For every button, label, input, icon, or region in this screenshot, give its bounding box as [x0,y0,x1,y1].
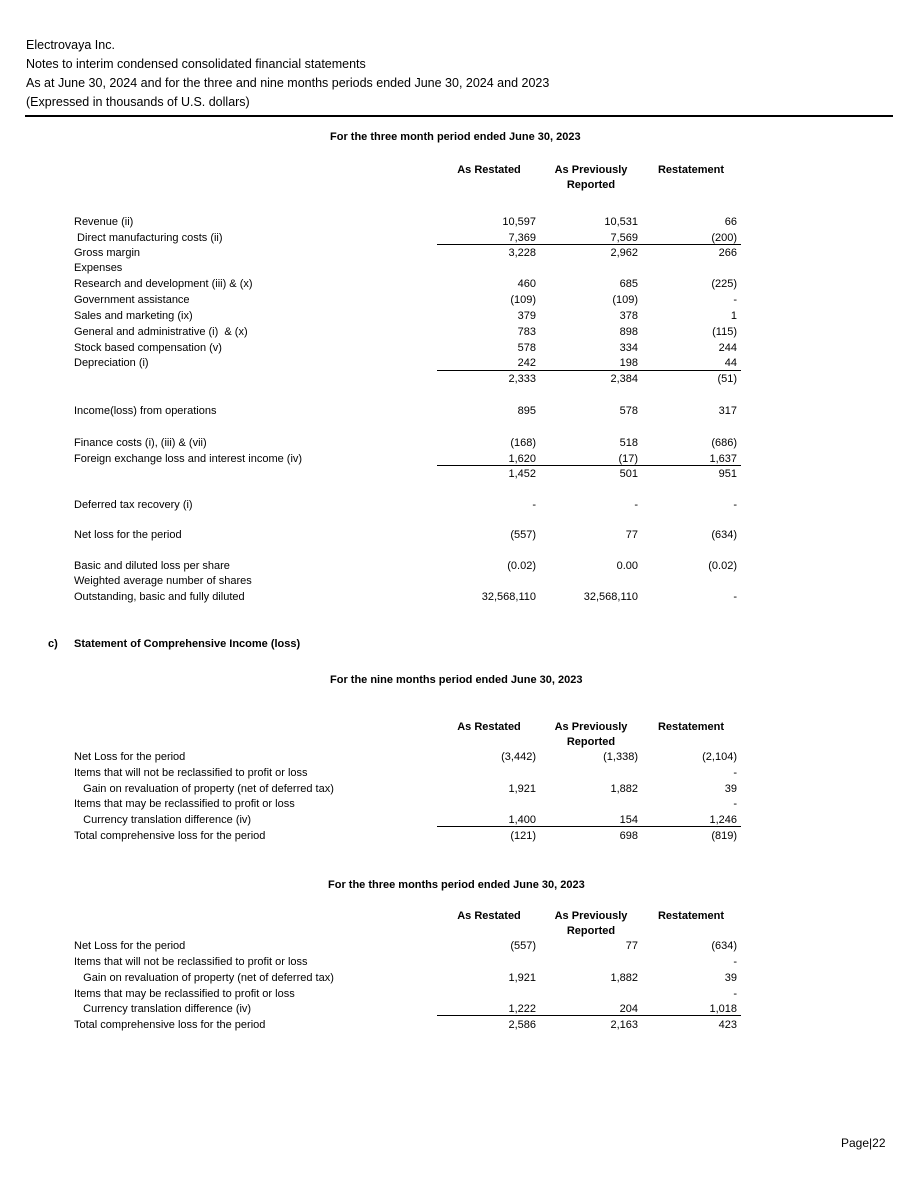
table-row [0,1003,918,1019]
table-row [0,468,918,484]
row-value-v1: 7,369 [508,232,536,244]
section2-col-previous: As Previously Reported [554,721,628,748]
section2-col-restated: As Restated [457,721,521,733]
row-value-v3: - [733,499,737,511]
subtotal-rule [437,826,741,827]
table-row [0,247,918,263]
table-row [0,326,918,342]
table-row [0,560,918,576]
subtotal-rule [437,244,741,245]
table-row [0,575,918,591]
table-row [0,373,918,389]
row-value-v3: 39 [724,972,737,984]
row-value-v1: 1,400 [508,814,536,826]
row-label: Government assistance [74,294,190,306]
row-label: Gain on revaluation of property (net of deferred tax) [74,972,334,984]
row-label: Depreciation (i) [74,357,149,369]
row-label: General and administrative (i) & (x) [74,326,248,338]
header-line-2: Notes to interim condensed consolidated financial statements [26,57,366,71]
row-label: Items that will not be reclassified to profit or loss [74,767,308,779]
row-value-v2: - [634,499,638,511]
row-value-v3: - [733,988,737,1000]
row-value-v2: (109) [612,294,638,306]
table-row [0,342,918,358]
row-value-v2: 898 [619,326,638,338]
section-c-title: Statement of Comprehensive Income (loss) [74,638,301,650]
row-label: Currency translation difference (iv) [74,814,252,826]
row-value-v3: 317 [718,405,737,417]
row-value-v3: 66 [724,216,737,228]
row-value-v1: 3,228 [508,247,536,259]
header-line-3: As at June 30, 2024 and for the three and nine months periods ended June 30, 2024 and 2023 [26,76,550,90]
row-value-v2: 77 [625,529,638,541]
section2-col-restatement: Restatement [657,721,725,733]
row-value-v1: (168) [510,437,536,449]
row-label: Stock based compensation (v) [74,342,222,354]
subtotal-rule [437,465,741,466]
row-label: Basic and diluted loss per share [74,560,230,572]
row-label: Gross margin [74,247,141,259]
section1-caption: For the three month period ended June 30, 2023 [330,131,581,143]
row-value-v2: (17) [618,453,638,465]
subtotal-rule [437,370,741,371]
row-value-v2: 77 [625,940,638,952]
table-row [0,437,918,453]
table-row [0,591,918,607]
table-row [0,798,918,814]
row-label: Total comprehensive loss for the period [74,830,266,842]
row-label: Direct manufacturing costs (ii) [74,232,223,244]
row-value-v2: 378 [619,310,638,322]
row-value-v3: - [733,294,737,306]
row-value-v3: - [733,956,737,968]
table-row [0,405,918,421]
row-value-v1: 379 [517,310,536,322]
row-value-v3: 44 [724,357,737,369]
row-value-v3: (819) [711,830,737,842]
header-line-4: (Expressed in thousands of U.S. dollars) [26,95,250,109]
row-value-v1: 2,586 [508,1019,536,1031]
row-value-v1: (3,442) [501,751,536,763]
row-label: Deferred tax recovery (i) [74,499,193,511]
header-rule [25,115,893,117]
row-value-v1: 1,620 [508,453,536,465]
row-value-v3: - [733,591,737,603]
page-number: Page|22 [841,1136,886,1150]
table-row [0,767,918,783]
row-value-v3: (634) [711,940,737,952]
row-value-v1: (121) [510,830,536,842]
row-label: Outstanding, basic and fully diluted [74,591,245,603]
row-value-v3: 39 [724,783,737,795]
row-value-v2: 1,882 [610,783,638,795]
row-value-v3: (115) [712,326,737,338]
row-value-v2: 0.00 [616,560,638,572]
row-value-v3: 1,637 [709,453,737,465]
row-value-v2: 7,569 [610,232,638,244]
row-value-v3: 951 [718,468,737,480]
row-value-v1: (0.02) [507,560,536,572]
row-label: Finance costs (i), (iii) & (vii) [74,437,207,449]
section3-col-restated: As Restated [457,910,521,922]
row-value-v2: 10,531 [604,216,638,228]
section-c-letter: c) [48,638,58,650]
table-row [0,1019,918,1035]
row-value-v3: (51) [717,373,737,385]
row-value-v2: (1,338) [603,751,638,763]
table-row [0,814,918,830]
table-row [0,232,918,248]
section3-caption: For the three months period ended June 30, 2023 [328,879,585,891]
row-label: Net Loss for the period [74,940,186,952]
table-row [0,988,918,1004]
row-value-v2: 2,163 [610,1019,638,1031]
table-row [0,262,918,278]
row-value-v2: 685 [619,278,638,290]
row-value-v2: 2,384 [610,373,638,385]
row-value-v1: 2,333 [508,373,536,385]
row-value-v2: 198 [619,357,638,369]
row-value-v3: 244 [718,342,737,354]
row-label: Revenue (ii) [74,216,134,228]
table-row [0,216,918,232]
row-value-v3: (225) [711,278,737,290]
table-row [0,310,918,326]
table-row [0,294,918,310]
row-value-v3: 1,018 [709,1003,737,1015]
row-label: Currency translation difference (iv) [74,1003,252,1015]
row-value-v1: - [532,499,536,511]
table-row [0,751,918,767]
table-row [0,499,918,515]
row-value-v1: (109) [510,294,536,306]
row-value-v1: 578 [517,342,536,354]
row-value-v3: 423 [718,1019,737,1031]
document-header [26,36,549,112]
section1-col-restatement: Restatement [657,164,725,176]
row-value-v2: 578 [619,405,638,417]
company-name: Electrovaya Inc. [26,38,115,52]
row-label: Total comprehensive loss for the period [74,1019,266,1031]
section3-col-restatement: Restatement [657,910,725,922]
row-label: Items that will not be reclassified to profit or loss [74,956,308,968]
row-label: Research and development (iii) & (x) [74,278,253,290]
row-value-v1: 1,452 [508,468,536,480]
section1-col-restated: As Restated [457,164,521,176]
row-value-v3: (0.02) [708,560,737,572]
row-value-v1: 32,568,110 [481,591,536,603]
row-value-v2: 1,882 [610,972,638,984]
table-row [0,956,918,972]
row-label: Income(loss) from operations [74,405,217,417]
table-row [0,972,918,988]
row-value-v2: 32,568,110 [583,591,638,603]
row-value-v2: 518 [619,437,638,449]
row-value-v3: (2,104) [702,751,737,763]
row-value-v3: 1,246 [709,814,737,826]
row-value-v1: 460 [517,278,536,290]
row-value-v3: 1 [730,310,737,322]
subtotal-rule [437,1015,741,1016]
row-label: Sales and marketing (ix) [74,310,193,322]
row-label: Net Loss for the period [74,751,186,763]
row-value-v3: (686) [711,437,737,449]
row-value-v1: 242 [517,357,536,369]
table-row [0,453,918,469]
row-value-v2: 334 [619,342,638,354]
row-value-v3: (200) [711,232,737,244]
row-value-v1: 10,597 [502,216,536,228]
row-value-v3: - [733,798,737,810]
row-value-v3: (634) [711,529,737,541]
row-value-v1: 1,222 [508,1003,536,1015]
row-value-v1: 1,921 [508,783,536,795]
section2-caption: For the nine months period ended June 30, 2023 [330,674,583,686]
section3-col-previous: As Previously Reported [554,910,628,937]
row-value-v1: (557) [510,529,536,541]
row-value-v2: 204 [619,1003,638,1015]
section1-col-previous: As Previously Reported [554,164,628,191]
row-value-v2: 2,962 [610,247,638,259]
row-value-v1: 895 [517,405,536,417]
row-value-v2: 698 [619,830,638,842]
table-row [0,278,918,294]
row-value-v2: 154 [619,814,638,826]
table-row [0,940,918,956]
row-value-v3: 266 [718,247,737,259]
row-value-v1: 783 [517,326,536,338]
row-label: Gain on revaluation of property (net of deferred tax) [74,783,334,795]
row-label: Items that may be reclassified to profit or loss [74,988,295,1000]
table-row [0,830,918,846]
row-label: Net loss for the period [74,529,182,541]
row-value-v1: 1,921 [508,972,536,984]
row-value-v2: 501 [619,468,638,480]
table-row [0,529,918,545]
row-value-v3: - [733,767,737,779]
row-label: Items that may be reclassified to profit or loss [74,798,295,810]
row-label: Foreign exchange loss and interest income (iv) [74,453,303,465]
row-label: Expenses [74,262,123,274]
table-row [0,783,918,799]
row-value-v1: (557) [510,940,536,952]
row-label: Weighted average number of shares [74,575,252,587]
